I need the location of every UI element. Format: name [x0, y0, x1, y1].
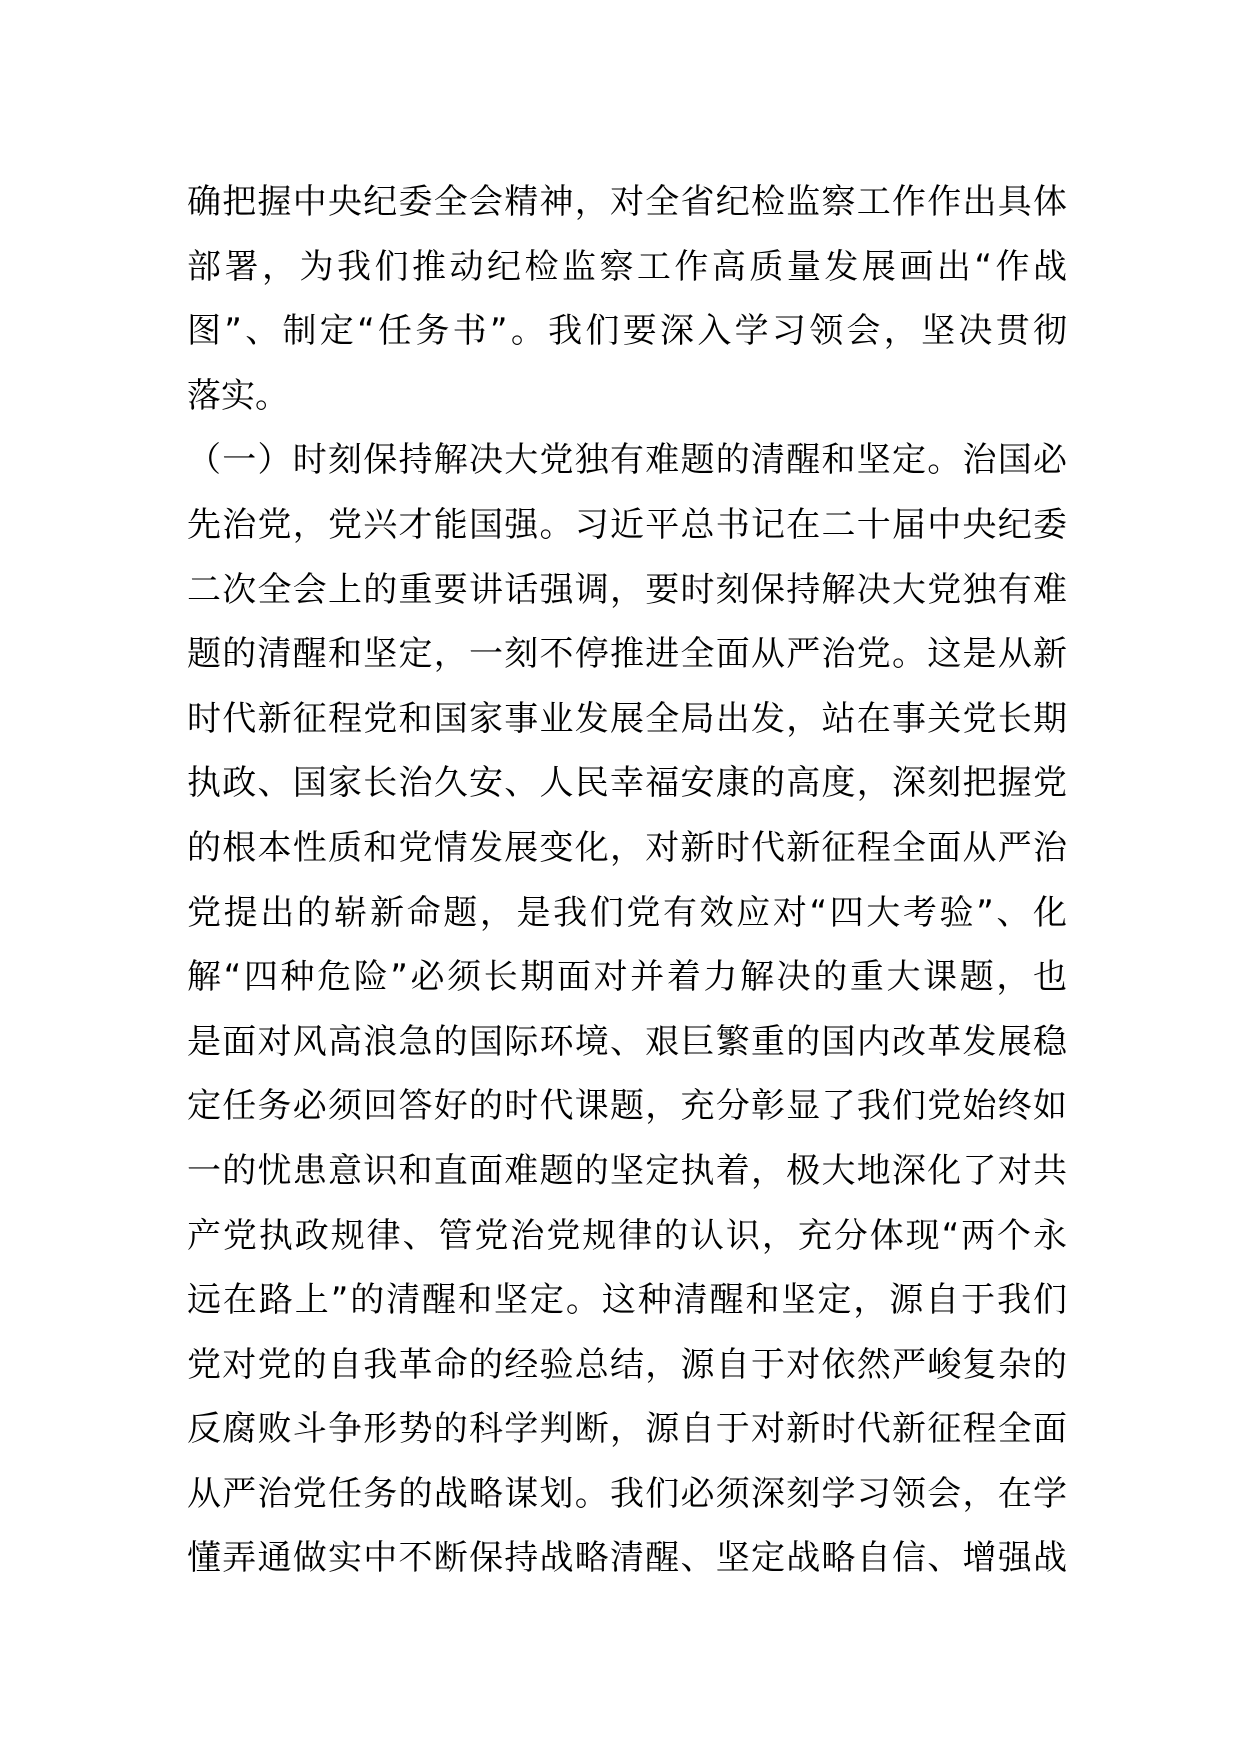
paragraph-section-1 [187, 428, 1067, 1591]
text-line: 懂弄通做实中不断保持战略清醒、坚定战略自信、增强战 [187, 1538, 1067, 1579]
text-line: 确把握中央纪委全会精神，对全省纪检监察工作作出具体 [187, 182, 1067, 222]
text-line: 从严治党任务的战略谋划。我们必须深刻学习领会，在学 [187, 1473, 1067, 1514]
text-line: 远在路上”的清醒和坚定。这种清醒和坚定，源自于我们 [187, 1280, 1067, 1321]
text-line: 执政、国家长治久安、人民幸福安康的高度，深刻把握党 [187, 763, 1067, 804]
document-body [187, 170, 1067, 1591]
text-line: 反腐败斗争形势的科学判断，源自于对新时代新征程全面 [187, 1409, 1067, 1450]
text-line: 题的清醒和坚定，一刻不停推进全面从严治党。这是从新 [187, 634, 1067, 675]
text-line: 的根本性质和党情发展变化，对新时代新征程全面从严治 [187, 827, 1067, 868]
paragraph-intro [187, 170, 1067, 428]
text-line: 二次全会上的重要讲话强调，要时刻保持解决大党独有难 [187, 569, 1067, 610]
text-line: 时代新征程党和国家事业发展全局出发，站在事关党长期 [187, 698, 1067, 739]
text-line: 解“四种危险”必须长期面对并着力解决的重大课题，也 [187, 957, 1067, 998]
text-line: 党提出的崭新命题，是我们党有效应对“四大考验”、化 [187, 892, 1067, 933]
text-line: 产党执政规律、管党治党规律的认识，充分体现“两个永 [187, 1215, 1067, 1256]
text-line: 先治党，党兴才能国强。习近平总书记在二十届中央纪委 [187, 504, 1067, 545]
text-line: 党对党的自我革命的经验总结，源自于对依然严峻复杂的 [187, 1344, 1067, 1385]
section-heading-line: （一）时刻保持解决大党独有难题的清醒和坚定。治国必 [187, 440, 1067, 481]
text-line: 部署，为我们推动纪检监察工作高质量发展画出“作战 [187, 246, 1067, 287]
text-line: 图”、制定“任务书”。我们要深入学习领会，坚决贯彻 [187, 311, 1067, 352]
text-line: 定任务必须回答好的时代课题，充分彰显了我们党始终如 [187, 1086, 1067, 1127]
text-line: 是面对风高浪急的国际环境、艰巨繁重的国内改革发展稳 [187, 1021, 1067, 1062]
text-line: 一的忧患意识和直面难题的坚定执着，极大地深化了对共 [187, 1150, 1067, 1191]
text-line: 落实。 [187, 375, 289, 416]
